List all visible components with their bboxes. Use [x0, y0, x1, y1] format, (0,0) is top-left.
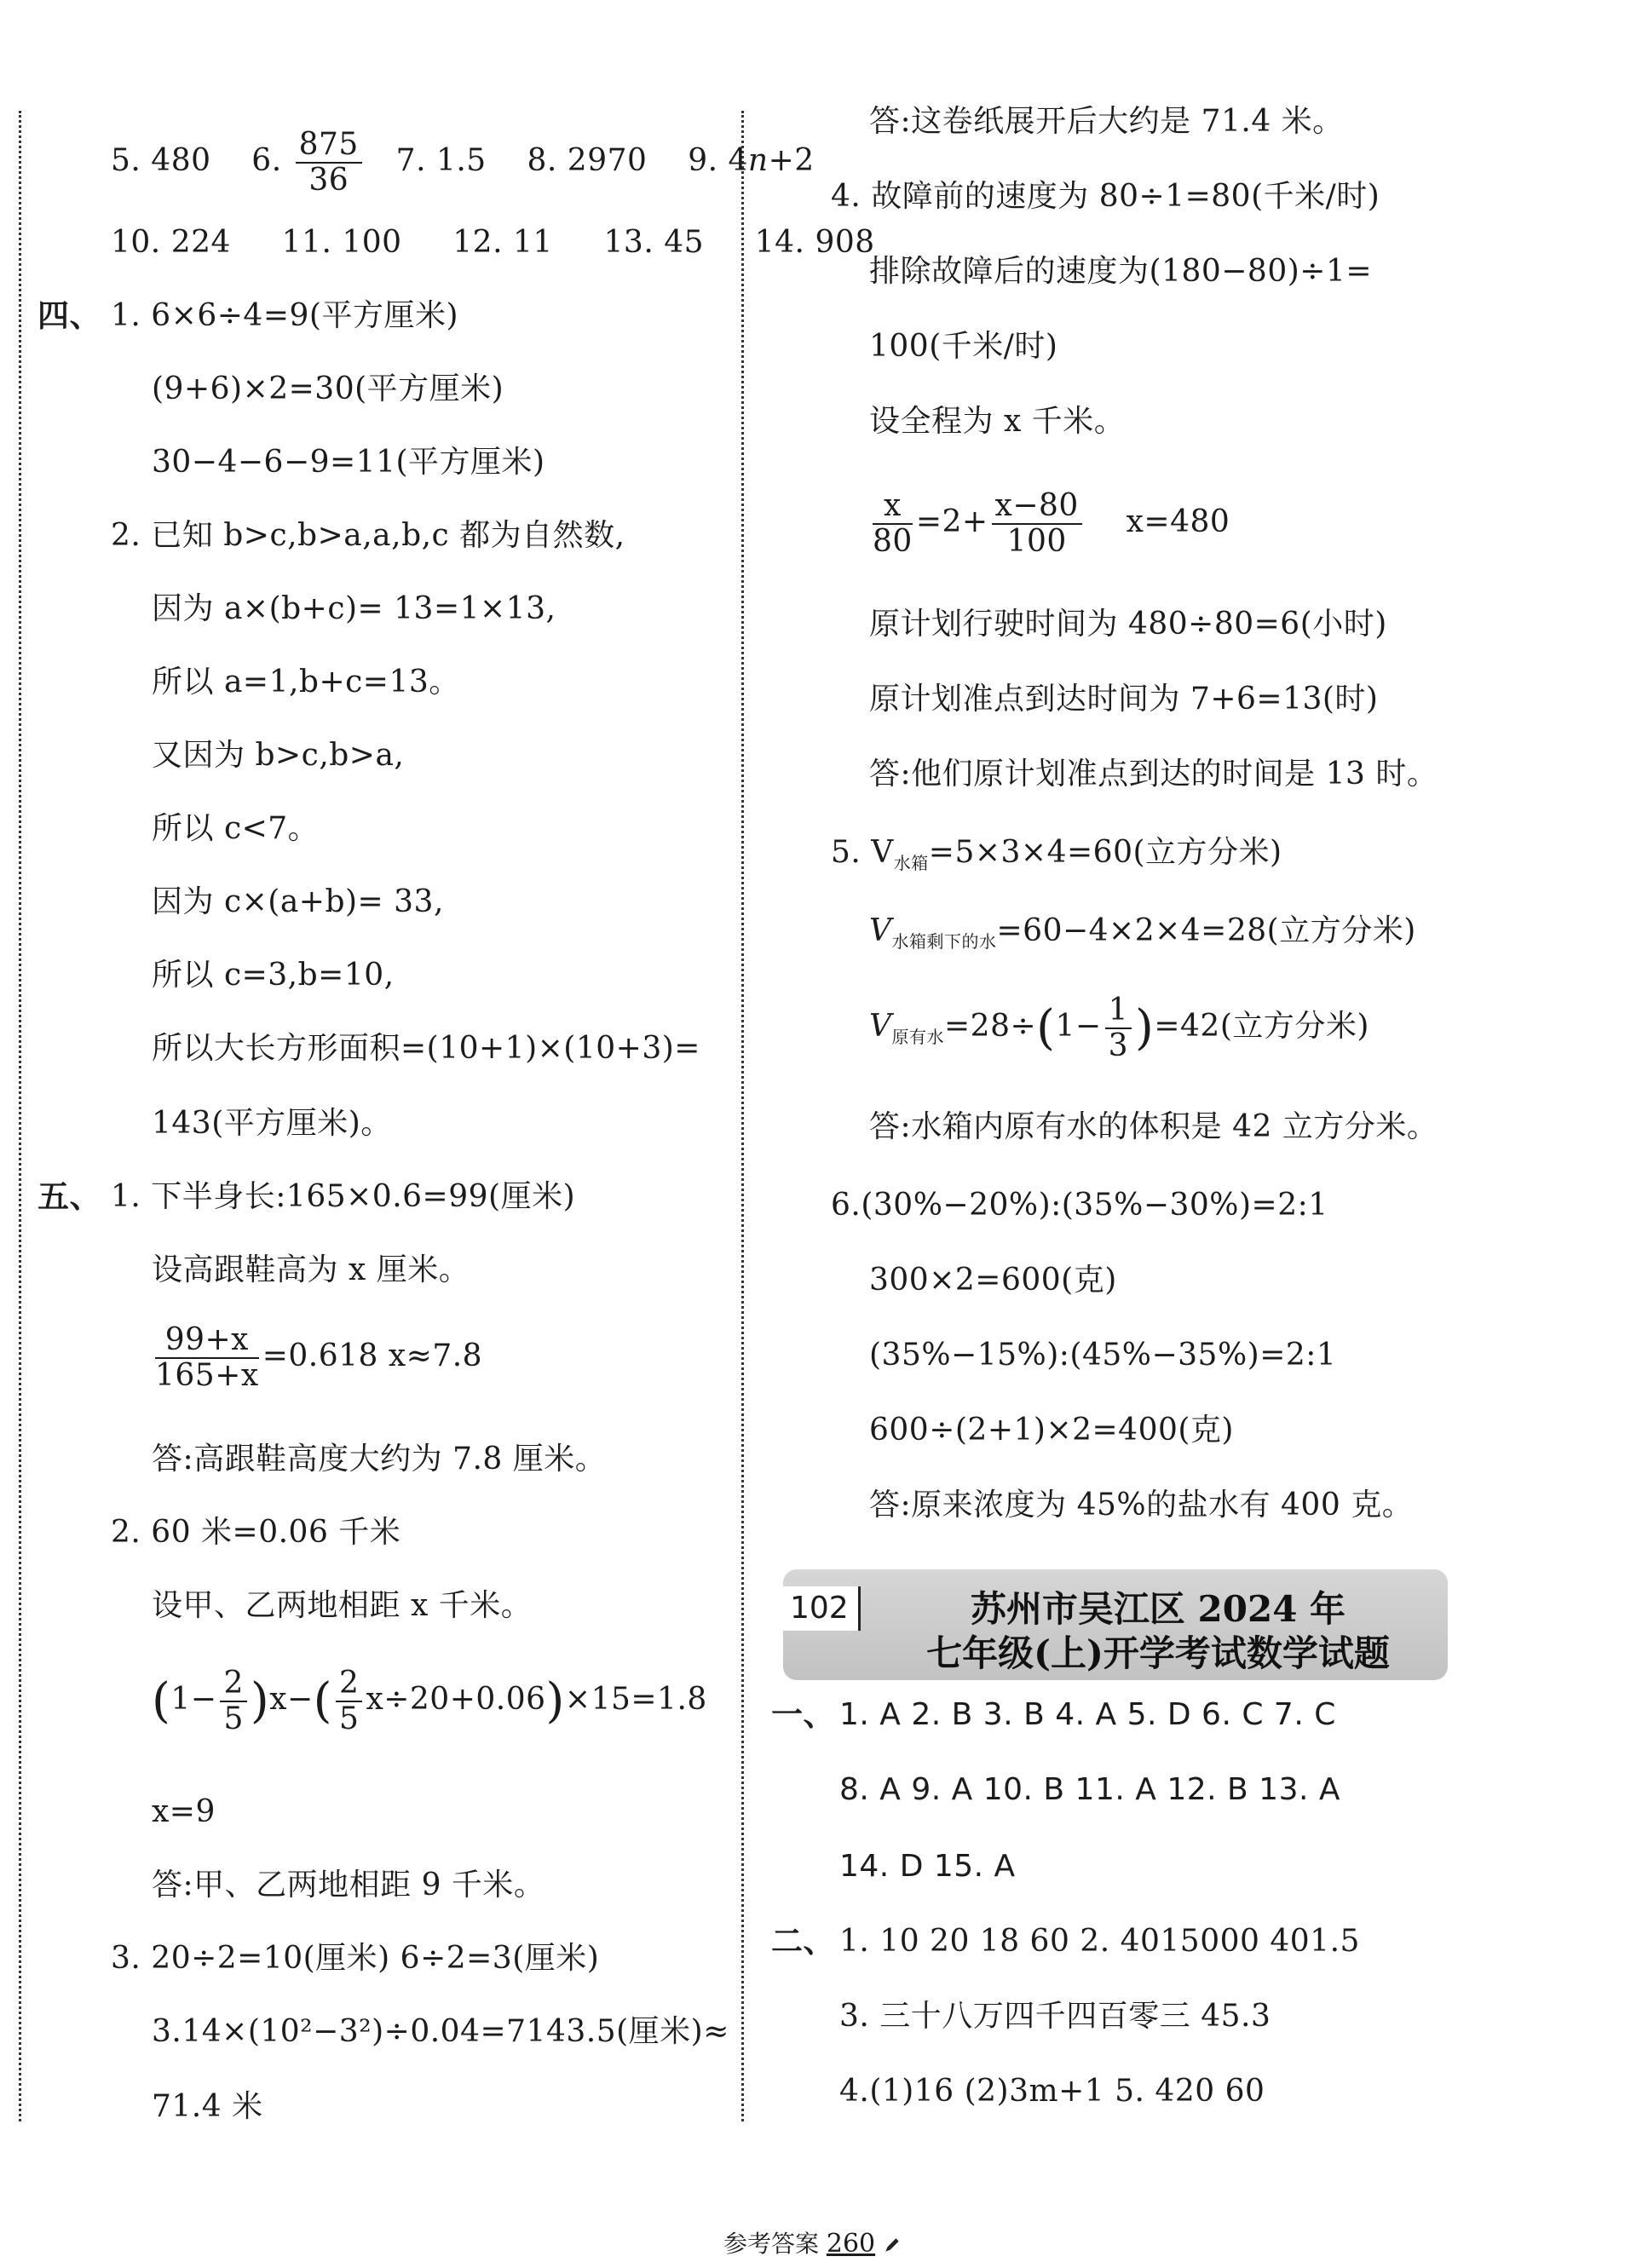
line: 143(平方厘米)。: [152, 1106, 392, 1141]
fraction-875-36: $\frac{875}{36}$: [296, 128, 362, 198]
fraction: $\frac{1}{3}$: [1105, 993, 1132, 1063]
line: 1. 6×6÷4=9(平方厘米): [111, 298, 458, 333]
equation-distance: (1− $\frac{2}{5}$ )x−( $\frac{2}{5}$ x÷20+0.06)×15=1.8: [152, 1666, 707, 1736]
line: 71.4 米: [152, 2089, 263, 2124]
line: 5. $V_{水箱}=5\times 3\times 4=60$(立方分米): [831, 835, 1282, 874]
fraction: $\frac{x-80}{100}$: [992, 489, 1082, 559]
line: 设全程为 x 千米。: [869, 404, 1126, 439]
line: 3. 三十八万四千四百零三 45.3: [839, 1999, 1271, 2034]
line: 答:水箱内原有水的体积是 42 立方分米。: [869, 1109, 1438, 1144]
line: 2. 已知 b>c,b>a,a,b,c 都为自然数,: [111, 518, 625, 553]
page-footer: [0, 2225, 1625, 2259]
footer-label: 参考答案: [723, 2230, 819, 2258]
line: 答:他们原计划准点到达的时间是 13 时。: [869, 757, 1438, 791]
line: 6.(30%−20%):(35%−30%)=2:1: [831, 1188, 1328, 1223]
line: 600÷(2+1)×2=400(克): [869, 1413, 1234, 1448]
line: x=9: [152, 1794, 216, 1829]
line: 又因为 b>c,b>a,: [152, 738, 405, 773]
answer-row-5-9: 5. 480 6. $\frac{875}{36}$ 7. 1.5 8. 2970 9. 4n+2: [111, 127, 815, 198]
section-1-mark: 一、: [771, 1696, 835, 1733]
section-4-mark: 四、: [37, 297, 101, 334]
line: (35%−15%):(45%−35%)=2:1: [869, 1338, 1337, 1373]
line: 14. D 15. A: [839, 1849, 1016, 1884]
line: 所以 a=1,b+c=13。: [152, 665, 460, 699]
line: 4. 故障前的速度为 80÷1=80(千米/时): [831, 179, 1380, 214]
section-2-mark: 二、: [771, 1923, 835, 1960]
line: 所以 c=3,b=10,: [152, 958, 395, 993]
pencil-icon: [883, 2236, 902, 2254]
line: 原计划准点到达时间为 7+6=13(时): [869, 682, 1379, 717]
line: 因为 c×(a+b)= 33,: [152, 884, 444, 919]
line: 4.(1)16 (2)3m+1 5. 420 60: [839, 2074, 1265, 2109]
line: 1. A 2. B 3. B 4. A 5. D 6. C 7. C: [839, 1697, 1336, 1732]
line: 设高跟鞋高为 x 厘米。: [152, 1252, 470, 1287]
section-5-mark: 五、: [37, 1178, 101, 1215]
column-divider-dotted-line: [741, 111, 744, 2121]
line: 原计划行驶时间为 480÷80=6(小时): [869, 607, 1387, 642]
line: 1. 下半身长:165×0.6=99(厘米): [111, 1179, 576, 1214]
fraction: $\frac{x}{80}$: [873, 488, 913, 559]
equation-height: $\frac{99+x}{165+x}$ =0.618 x≈7.8: [155, 1322, 483, 1393]
line: 答:原来浓度为 45%的盐水有 400 克。: [869, 1488, 1414, 1523]
line: 所以 c<7。: [152, 811, 320, 846]
line: 答:甲、乙两地相距 9 千米。: [152, 1868, 545, 1902]
line: 100(千米/时): [869, 329, 1058, 364]
line: 8. A 9. A 10. B 11. A 12. B 13. A: [839, 1772, 1340, 1807]
exam-title-line-2: 七年级(上)开学考试数学试题: [926, 1632, 1390, 1674]
line: 答:这卷纸展开后大约是 71.4 米。: [869, 104, 1344, 139]
fraction: $\frac{2}{5}$: [336, 1666, 362, 1736]
line: 2. 60 米=0.06 千米: [111, 1515, 401, 1550]
line: 3.14×(10²−3²)÷0.04=7143.5(厘米)≈: [152, 2014, 729, 2049]
line: 因为 a×(b+c)= 13=1×13,: [152, 591, 556, 626]
line: 30−4−6−9=11(平方厘米): [152, 445, 545, 480]
page-number: 260: [826, 2229, 876, 2259]
line: 3. 20÷2=10(厘米) 6÷2=3(厘米): [111, 1941, 600, 1976]
equation-total-distance: $\frac{x}{80}$ =2+ $\frac{x-80}{100}$ x=480: [873, 488, 1230, 559]
equation-original-water: $V_{原有水}=28\div(1-$ $\frac{1}{3}$ )=42(立方分米): [869, 993, 1369, 1063]
fraction: $\frac{2}{5}$: [220, 1666, 246, 1736]
line: 排除故障后的速度为(180−80)÷1=: [869, 254, 1373, 289]
exam-title-line-1: 苏州市吴江区 2024 年: [970, 1588, 1346, 1630]
left-margin-dotted-line: [19, 111, 21, 2121]
line: (9+6)×2=30(平方厘米): [152, 371, 504, 406]
line: 所以大长方形面积=(10+1)×(10+3)=: [152, 1031, 700, 1066]
line: $V_{水箱剩下的水}=60-4\times 2\times 4=28$(立方分米): [869, 913, 1416, 953]
exam-number-tag: 102: [783, 1586, 861, 1631]
exam-title-banner: [783, 1569, 1448, 1680]
line: 1. 10 20 18 60 2. 4015000 401.5: [839, 1924, 1360, 1959]
answer-row-10-14: 10. 224 11. 100 12. 11 13. 45 14. 908: [111, 225, 875, 260]
fraction: $\frac{99+x}{165+x}$: [155, 1322, 259, 1393]
line: 设甲、乙两地相距 x 千米。: [152, 1588, 533, 1623]
line: 300×2=600(克): [869, 1263, 1117, 1298]
line: 答:高跟鞋高度大约为 7.8 厘米。: [152, 1442, 607, 1477]
